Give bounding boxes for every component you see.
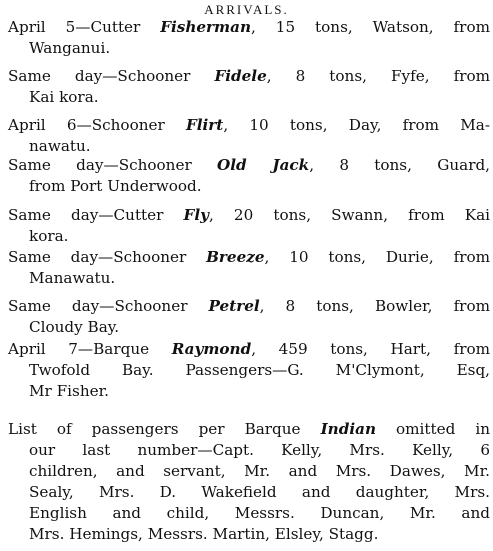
vessel-name: Indian [320, 420, 376, 438]
arrival-entry [8, 205, 490, 247]
entry-text: Cloudy Bay. [29, 318, 120, 336]
entry-continuation-line [8, 503, 490, 524]
entry-continuation-line [8, 176, 490, 197]
section-heading: ARRIVALS. [204, 2, 289, 17]
entry-continuation-line [8, 317, 490, 338]
entry-text: nawatu. [29, 137, 91, 155]
arrival-entry [8, 155, 490, 197]
entry-text: Same day—Schooner [8, 67, 215, 85]
entry-text: , 8 tons, Guard, [309, 156, 491, 174]
vessel-name: Fisherman [160, 18, 252, 36]
arrival-entry [8, 296, 490, 338]
entry-text: , 459 tons, Hart, from [251, 340, 491, 358]
entry-continuation-line [8, 136, 490, 157]
entry-first-line [8, 155, 490, 176]
vessel-name: Flirt [185, 116, 224, 134]
entry-continuation-line [8, 38, 490, 59]
entry-text: April 5—Cutter [8, 18, 161, 36]
entry-first-line [8, 66, 490, 87]
entry-text: , 8 tons, Fyfe, from [266, 67, 490, 85]
entry-text: our last number—Capt. Kelly, Mrs. Kelly, 6 [29, 441, 490, 459]
entry-first-line [8, 296, 490, 317]
vessel-name: Petrel [208, 297, 260, 315]
arrival-entry [8, 66, 490, 108]
entry-text: Kai kora. [29, 88, 99, 106]
entry-first-line [8, 205, 490, 226]
entry-text: Mr Fisher. [29, 382, 110, 400]
arrival-entry [8, 115, 490, 157]
entry-continuation-line [8, 524, 490, 545]
entry-continuation-line [8, 87, 490, 108]
vessel-name: Raymond [171, 340, 252, 358]
entry-text: Mrs. Hemings, Messrs. Martin, Elsley, Stagg. [29, 525, 379, 543]
entry-first-line [8, 17, 490, 38]
entry-continuation-line [8, 268, 490, 289]
entry-text: April 7—Barque [8, 340, 172, 358]
entry-text: Sealy, Mrs. D. Wakefield and daughter, Mrs. [29, 483, 490, 501]
vessel-name: Breeze [206, 248, 265, 266]
entry-first-line [8, 419, 490, 440]
entry-text: from Port Underwood. [29, 177, 202, 195]
entry-continuation-line [8, 381, 490, 402]
entry-text: Manawatu. [29, 269, 116, 287]
entry-continuation-line [8, 461, 490, 482]
entry-text: List of passengers per Barque [8, 420, 321, 438]
arrival-entry [8, 17, 490, 59]
entry-text: omitted in [375, 420, 490, 438]
entry-text: English and child, Messrs. Duncan, Mr. and [29, 504, 490, 522]
vessel-name: Old Jack [217, 156, 310, 174]
entry-text: April 6—Schooner [8, 116, 186, 134]
entry-continuation-line [8, 482, 490, 503]
entry-text: kora. [29, 227, 69, 245]
entry-first-line [8, 339, 490, 360]
entry-text: children, and servant, Mr. and Mrs. Dawes, Mr. [29, 462, 490, 480]
vessel-name: Fly [183, 206, 209, 224]
entry-text: , 20 tons, Swann, from Kai [208, 206, 490, 224]
arrival-entry [8, 419, 490, 545]
entry-text: Same day—Schooner [8, 156, 217, 174]
entry-text: , 15 tons, Watson, from [251, 18, 490, 36]
entry-text: Twofold Bay. Passengers—G. M'Clymont, Esq, [29, 361, 490, 379]
entry-first-line [8, 115, 490, 136]
arrival-entry [8, 339, 490, 402]
entry-text: Same day—Cutter [8, 206, 184, 224]
vessel-name: Fidele [214, 67, 267, 85]
entry-text: , 8 tons, Bowler, from [259, 297, 490, 315]
entry-first-line [8, 247, 490, 268]
arrival-entry [8, 247, 490, 289]
entry-text: Wanganui. [29, 39, 111, 57]
entry-text: , 10 tons, Day, from Ma- [223, 116, 490, 134]
entry-text: Same day—Schooner [8, 297, 209, 315]
entry-continuation-line [8, 440, 490, 461]
entry-text: , 10 tons, Durie, from [264, 248, 490, 266]
entry-text: Same day—Schooner [8, 248, 207, 266]
entry-continuation-line [8, 360, 490, 381]
entry-continuation-line [8, 226, 490, 247]
